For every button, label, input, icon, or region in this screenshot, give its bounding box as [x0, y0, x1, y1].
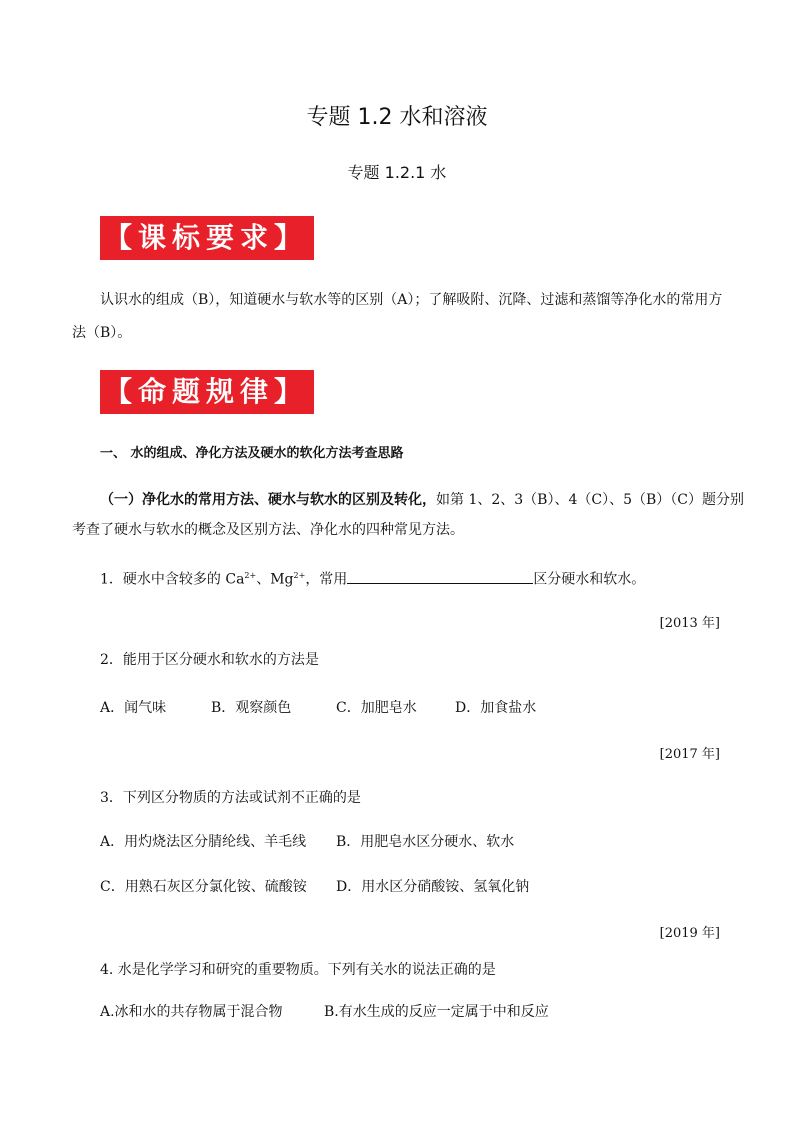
- q1-sup-ca: 2+: [244, 571, 257, 580]
- q1-after: ，常用: [305, 571, 348, 588]
- q1-sup-mg: 2+: [293, 571, 306, 580]
- q2-option-d: D．加食盐水: [455, 700, 537, 716]
- document-title: 专题 1.2 水和溶液: [306, 105, 488, 130]
- q2-year: [2017 年]: [659, 747, 720, 762]
- q2-option-a: A．闻气味: [100, 700, 167, 716]
- q4-option-a: A.冰和水的共存物属于混合物: [100, 1004, 283, 1020]
- subsection-title: （一）净化水的常用方法、硬水与软水的区别及转化，: [100, 492, 436, 508]
- q3-year: [2019 年]: [659, 926, 720, 941]
- q1-mid: 、Mg: [256, 571, 294, 588]
- subsection-description: 如第 1、2、3（B）、4（C）、5（B）（C）题分别: [436, 492, 744, 508]
- banner-rules: 【命题规律】: [100, 370, 314, 414]
- q3-stem: 3．下列区分物质的方法或试剂不正确的是: [100, 790, 361, 806]
- q1-answer-blank[interactable]: [347, 569, 533, 584]
- section-heading: 一、 水的组成、净化方法及硬水的软化方法考查思路: [100, 446, 404, 461]
- q3-option-a: A．用灼烧法区分腈纶线、羊毛线: [100, 834, 307, 850]
- requirements-line-1: 认识水的组成（B），知道硬水与软水等的区别（A）；了解吸附、沉降、过滤和蒸馏等净化水的常用方: [100, 292, 723, 308]
- q4-option-b: B.有水生成的反应一定属于中和反应: [324, 1004, 549, 1020]
- q1-year: [2013 年]: [659, 616, 720, 631]
- q1-prefix: 1．硬水中含较多的 Ca: [100, 571, 245, 588]
- q3-option-c: C．用熟石灰区分氯化铵、硫酸铵: [100, 879, 307, 895]
- q3-option-b: B．用肥皂水区分硬水、软水: [336, 834, 515, 850]
- question-1: [100, 566, 645, 590]
- q1-suffix: 区分硬水和软水。: [533, 571, 646, 588]
- requirements-line-2: 法（B）。: [72, 325, 132, 341]
- q4-stem: 4. 水是化学学习和研究的重要物质。下列有关水的说法正确的是: [100, 962, 496, 978]
- banner-requirements: 【课标要求】: [100, 216, 314, 260]
- q2-option-c: C．加肥皂水: [336, 700, 417, 716]
- document-subtitle: 专题 1.2.1 水: [347, 163, 447, 182]
- q2-option-b: B．观察颜色: [211, 700, 292, 716]
- subsection-intro-line-2: 考查了硬水与软水的概念及区别方法、净化水的四种常见方法。: [72, 522, 464, 538]
- subsection-intro-line-1: [100, 490, 744, 510]
- q2-stem: 2．能用于区分硬水和软水的方法是: [100, 652, 319, 668]
- q3-option-d: D．用水区分硝酸铵、氢氧化钠: [336, 879, 530, 895]
